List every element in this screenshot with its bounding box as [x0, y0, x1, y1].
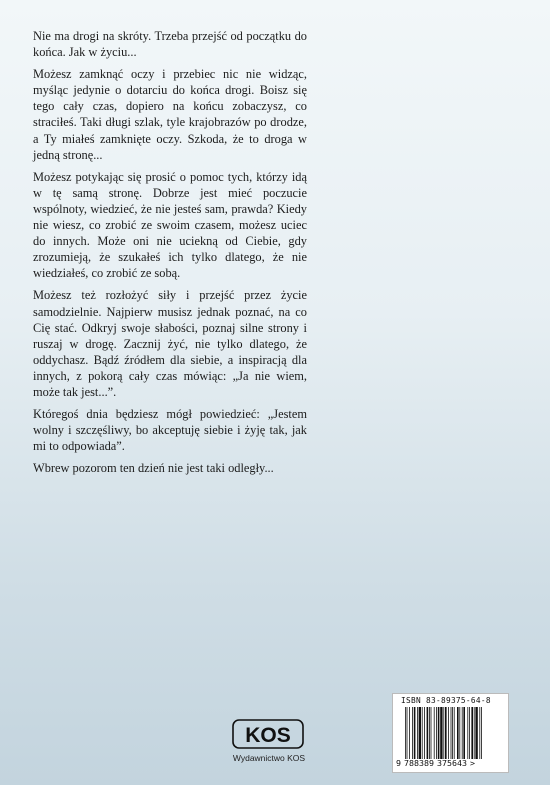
barcode-bar: [457, 707, 459, 759]
ean-arrow: >: [469, 758, 475, 768]
barcode-bar: [409, 707, 410, 759]
barcode-bar: [436, 707, 437, 759]
paragraph-2: Możesz zamknąć oczy i przebiec nic nie widząc, myśląc jedynie o dotarciu do końca drogi. Boisz się tego cały czas, dopiero na końcu zobaczysz, co straciłeś. Taki długi szlak, tyle krajobrazów po drodze, a Ty miałeś zamknięte oczy. Szkoda, że to droga w jedną stronę...: [33, 67, 307, 162]
barcode-bar: [481, 707, 482, 759]
barcode-bar: [445, 707, 447, 759]
barcode-bar: [422, 707, 423, 759]
kos-logo: [232, 719, 304, 749]
barcode-bar: [448, 707, 449, 759]
barcode-bar: [412, 707, 413, 759]
isbn-text: ISBN 83-89375-64-8: [401, 696, 491, 705]
barcode-bar: [471, 707, 473, 759]
logo-text: KOS: [245, 724, 291, 747]
barcode-bar: [462, 707, 463, 759]
barcode-bar: [440, 707, 442, 759]
ean-group-1: 788389: [404, 758, 434, 768]
barcode-bar: [424, 707, 425, 759]
barcode-bar: [452, 707, 453, 759]
paragraph-3: Możesz potykając się prosić o pomoc tych, którzy idą w tę samą stronę. Dobrze jest mieć poczucie wspólnoty, wiedzieć, że nie jesteś sam, prawda? Kiedy nie wiesz, co zrobić ze swoim czasem, możesz uciec do innych. Może oni nie uciekną od Ciebie, gdy zrozumieją, że szukałeś ich tylko dlatego, że nie wiedziałeś, co zrobić ze sobą.: [33, 169, 307, 281]
paragraph-1: Nie ma drogi na skróty. Trzeba przejść od początku do końca. Jak w życiu...: [33, 29, 307, 60]
barcode-bar: [438, 707, 440, 759]
barcode-bar: [479, 707, 480, 759]
ean-group-2: 375643: [436, 758, 467, 768]
ean-number: [396, 758, 508, 768]
barcode-bar: [454, 707, 455, 759]
barcode-bar: [469, 707, 470, 759]
barcode-bar: [459, 707, 460, 759]
ean-first-digit: 9: [396, 758, 401, 768]
publisher-name: Wydawnictwo KOS: [232, 753, 306, 763]
barcode-bar: [407, 707, 408, 759]
barcode-bar: [434, 707, 435, 759]
barcode-bar: [474, 707, 475, 759]
barcode-bar: [475, 707, 477, 759]
paragraph-4: Możesz też rozłożyć siły i przejść przez życie samodzielnie. Najpierw musisz jednak poznać, na co Cię stać. Odkryj swoje słabości, poznaj silne strony i ruszaj w drogę. Zacznij żyć, nie tylko dlatego, że oddychasz. Bądź źródłem dla siebie, a inspiracją dla innych, z pokorą cały czas mówiąc: „Ja nie wiem, może tak jest...”.: [33, 288, 307, 399]
barcode-bar: [467, 707, 468, 759]
barcode-bar: [431, 707, 432, 759]
barcode: [405, 707, 501, 759]
barcode-bar: [443, 707, 444, 759]
barcode-bar: [463, 707, 465, 759]
barcode-bar: [417, 707, 418, 759]
barcode-bar: [429, 707, 430, 759]
blurb-text: [33, 28, 307, 482]
barcode-bar: [405, 707, 406, 759]
paragraph-6: Wbrew pozorom ten dzień nie jest taki odległy...: [33, 461, 274, 476]
barcode-bar: [414, 707, 416, 759]
barcode-bar: [451, 707, 452, 759]
barcode-bar: [427, 707, 429, 759]
paragraph-5: Któregoś dnia będziesz mógł powiedzieć: „Jestem wolny i szczęśliwy, bo akceptuję siebie i żyję tak, jak mi to odpowiada”.: [33, 407, 307, 454]
barcode-bar: [419, 707, 421, 759]
